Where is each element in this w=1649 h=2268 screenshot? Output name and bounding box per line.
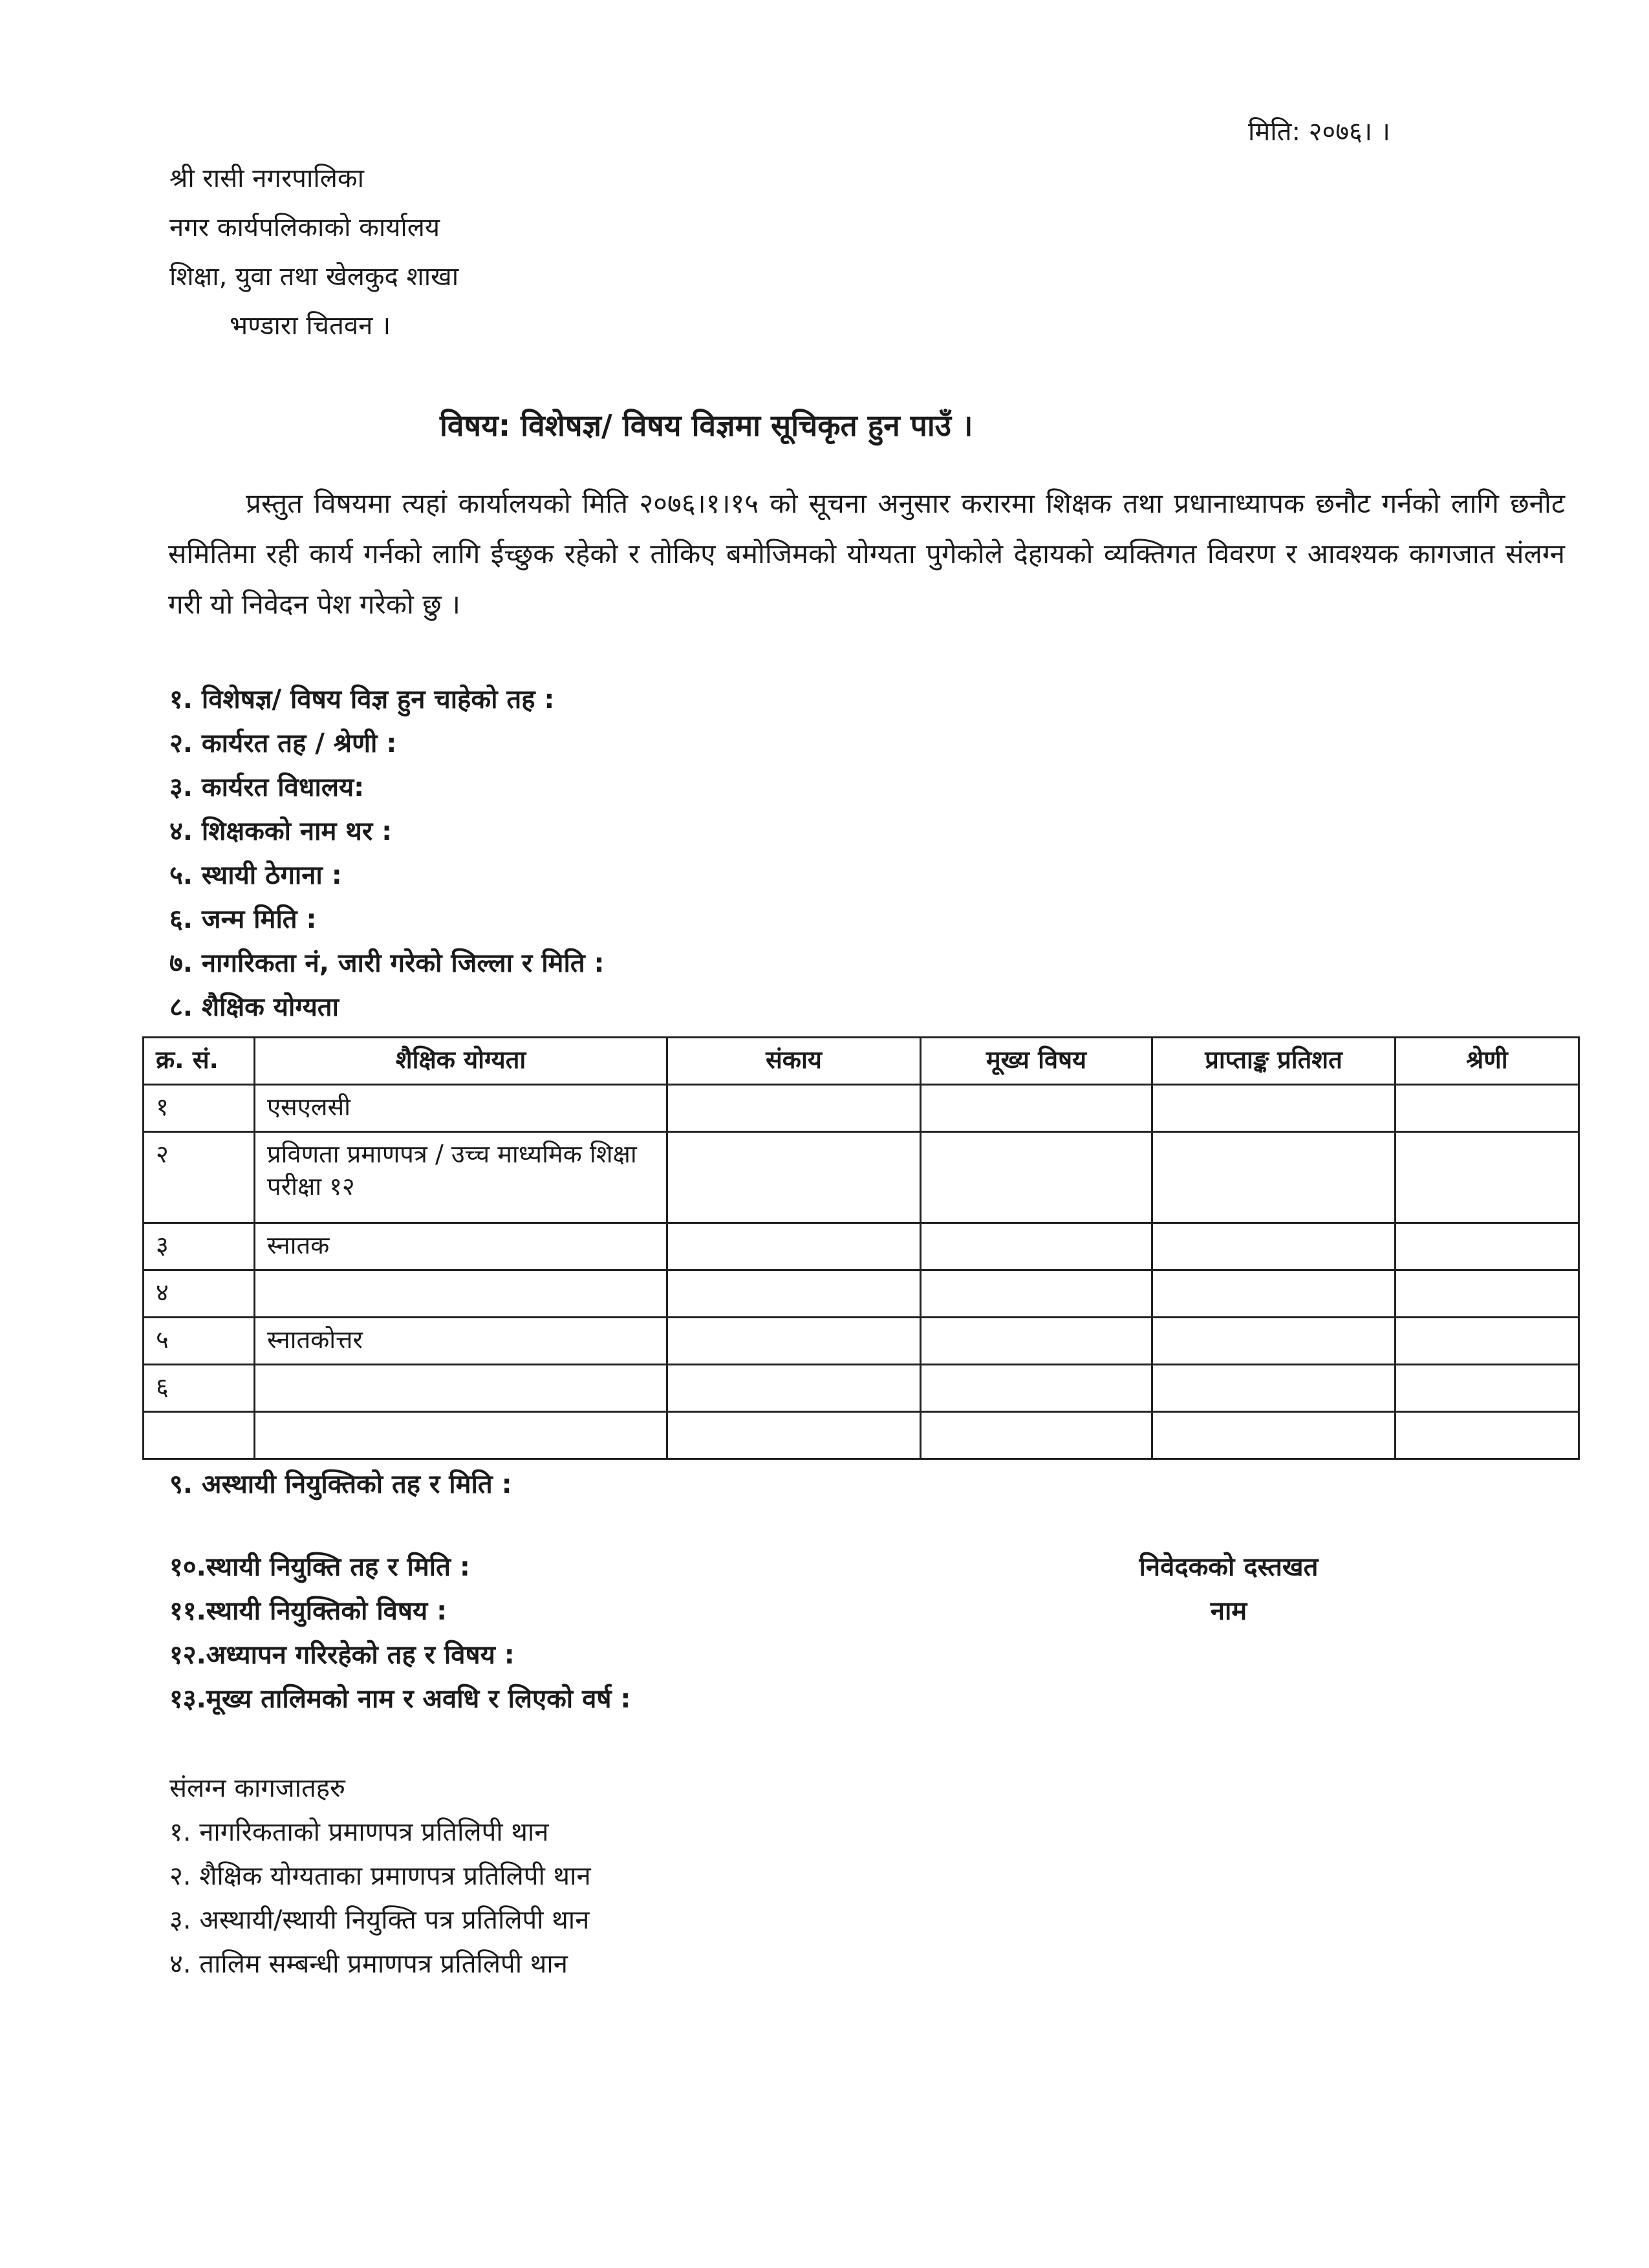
table-row [144, 1085, 1579, 1132]
empty-cell [1396, 1412, 1579, 1459]
field-item: ६. जन्म मिति : [169, 904, 317, 934]
empty-cell [1396, 1318, 1579, 1365]
empty-cell [667, 1132, 921, 1223]
empty-cell [667, 1270, 921, 1318]
table-row [144, 1318, 1579, 1365]
column-header: क्र. सं. [144, 1038, 255, 1085]
letter-body: प्रस्तुत विषयमा त्यहां कार्यालयको मिति २०७६।१।१५ को सूचना अनुसार करारमा शिक्षक तथा प्रधानाध्यापक छनौट गर्नको लागि छनौट समितिमा रही कार्य गर्नको लागि ईच्छुक रहेको र तोकिए बमोजिमको योग्यता पुगेकोले देहायको व्यक्तिगत विवरण र आवश्यक कागजात संलग्न गरी यो निवेदन पेश गरेको छु । [168, 487, 1565, 620]
qualification-cell [255, 1270, 667, 1318]
field-item: ११.स्थायी नियुक्तिको विषय : [169, 1596, 447, 1626]
letter-date: मिति: २०७६। । [1248, 117, 1390, 147]
table-row [144, 1270, 1579, 1318]
empty-cell [921, 1412, 1152, 1459]
row-number: ३ [144, 1223, 255, 1270]
empty-cell [1152, 1270, 1396, 1318]
attachments-title: संलग्न कागजातहरु [169, 1773, 345, 1803]
address-line: भण्डारा चितवन । [230, 311, 391, 341]
field-item: ५. स्थायी ठेगाना : [169, 861, 342, 890]
field-item: १०.स्थायी नियुक्ति तह र मिति : [169, 1552, 470, 1582]
empty-cell [921, 1365, 1152, 1412]
qualification-cell: एसएलसी [255, 1085, 667, 1132]
qualification-cell: स्नातकोत्तर [255, 1318, 667, 1365]
empty-cell [1152, 1132, 1396, 1223]
table-row [144, 1223, 1579, 1270]
field-item: १. विशेषज्ञ/ विषय विज्ञ हुन चाहेको तह : [169, 685, 555, 714]
empty-cell [1396, 1365, 1579, 1412]
empty-cell [1396, 1132, 1579, 1223]
qualification-cell [255, 1412, 667, 1459]
empty-cell [1152, 1223, 1396, 1270]
address-line: शिक्षा, युवा तथा खेलकुद शाखा [169, 262, 459, 292]
column-header: श्रेणी [1396, 1038, 1579, 1085]
attachment-item: ४. तालिम सम्बन्धी प्रमाणपत्र प्रतिलिपी थान [169, 1949, 568, 1979]
signature-name-label: नाम [1210, 1596, 1247, 1626]
field-item: ९. अस्थायी नियुक्तिको तह र मिति : [169, 1470, 512, 1499]
field-item: ४. शिक्षकको नाम थर : [169, 817, 393, 846]
column-header: शैक्षिक योग्यता [255, 1038, 667, 1085]
empty-cell [921, 1270, 1152, 1318]
field-item: १३.मूख्य तालिमको नाम र अवधि र लिएको वर्ष : [169, 1684, 631, 1714]
empty-cell [667, 1365, 921, 1412]
table-row [144, 1132, 1579, 1223]
field-item: १२.अध्यापन गरिरहेको तह र विषय : [169, 1640, 515, 1670]
row-number [144, 1412, 255, 1459]
table-row [144, 1412, 1579, 1459]
empty-cell [1396, 1270, 1579, 1318]
empty-cell [667, 1223, 921, 1270]
attachment-item: १. नागरिकताको प्रमाणपत्र प्रतिलिपी थान [169, 1817, 549, 1847]
row-number: ५ [144, 1318, 255, 1365]
qualification-cell [255, 1365, 667, 1412]
row-number: ६ [144, 1365, 255, 1412]
empty-cell [1152, 1412, 1396, 1459]
signature-label: निवेदकको दस्तखत [1139, 1552, 1319, 1582]
empty-cell [1396, 1223, 1579, 1270]
empty-cell [1396, 1085, 1579, 1132]
field-item: ७. नागरिकता नं, जारी गरेको जिल्ला र मिति : [169, 948, 605, 978]
table-row [144, 1365, 1579, 1412]
field-item: २. कार्यरत तह / श्रेणी : [169, 729, 397, 758]
qualification-table [142, 1036, 1580, 1460]
empty-cell [667, 1085, 921, 1132]
empty-cell [1152, 1318, 1396, 1365]
field-item: ८. शैक्षिक योग्यता [169, 992, 339, 1022]
empty-cell [667, 1412, 921, 1459]
address-line: श्री रासी नगरपालिका [169, 164, 364, 193]
empty-cell [921, 1085, 1152, 1132]
empty-cell [921, 1223, 1152, 1270]
qualification-cell: प्रविणता प्रमाणपत्र / उच्च माध्यमिक शिक्षा परीक्षा १२ [255, 1132, 667, 1223]
qualification-cell: स्नातक [255, 1223, 667, 1270]
attachment-item: ३. अस्थायी/स्थायी नियुक्ति पत्र प्रतिलिपी थान [169, 1905, 590, 1935]
address-line: नगर कार्यपलिकाको कार्यालय [169, 213, 440, 242]
empty-cell [667, 1318, 921, 1365]
column-header: प्राप्ताङ्क प्रतिशत [1152, 1038, 1396, 1085]
empty-cell [921, 1132, 1152, 1223]
table-header-row [144, 1038, 1579, 1085]
column-header: मूख्य विषय [921, 1038, 1152, 1085]
attachment-item: २. शैक्षिक योग्यताका प्रमाणपत्र प्रतिलिपी थान [169, 1861, 591, 1891]
column-header: संकाय [667, 1038, 921, 1085]
row-number: ४ [144, 1270, 255, 1318]
empty-cell [1152, 1085, 1396, 1132]
field-item: ३. कार्यरत विधालय: [169, 773, 365, 802]
empty-cell [921, 1318, 1152, 1365]
row-number: १ [144, 1085, 255, 1132]
row-number: २ [144, 1132, 255, 1223]
letter-subject: विषय: विशेषज्ञ/ विषय विज्ञमा सूचिकृत हुन पाउँ । [440, 408, 973, 443]
empty-cell [1152, 1365, 1396, 1412]
